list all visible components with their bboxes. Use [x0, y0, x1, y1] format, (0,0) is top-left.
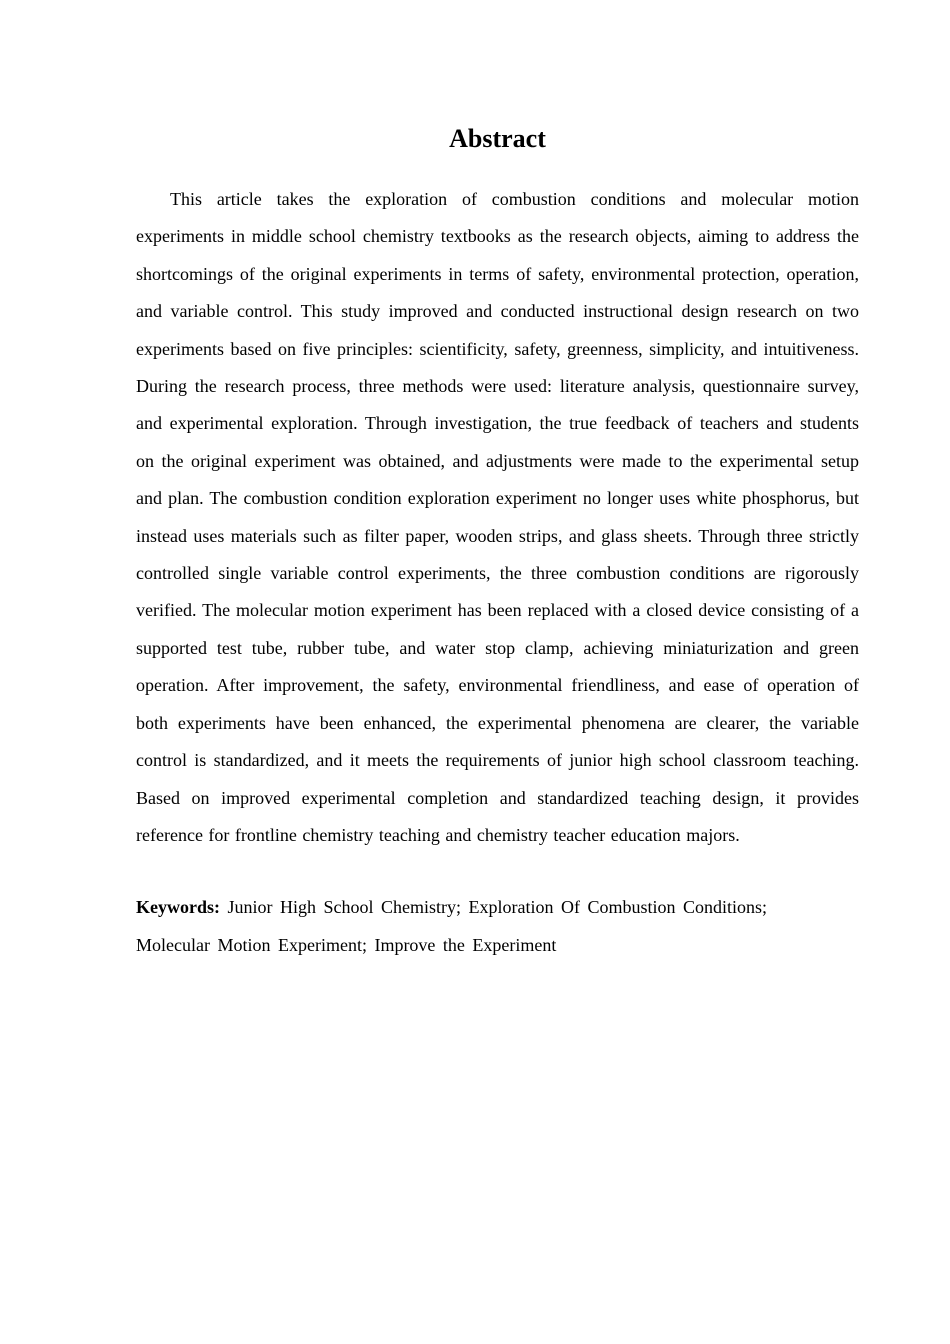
keywords-section: [136, 889, 826, 964]
abstract-body: This article takes the exploration of combustion conditions and molecular motion experiments in middle school chemistry textbooks as the research objects, aiming to address the shortcomings of the original experiments in terms of safety, environmental protection, operation, and variable control. This study improved and conducted instructional design research on two experiments based on five principles: scientificity, safety, greenness, simplicity, and intuitiveness. During the research process, three methods were used: literature analysis, questionnaire survey, and experimental exploration. Through investigation, the true feedback of teachers and students on the original experiment was obtained, and adjustments were made to the experimental setup and plan. The combustion condition exploration experiment no longer uses white phosphorus, but instead uses materials such as filter paper, wooden strips, and glass sheets. Through three strictly controlled single variable control experiments, the three combustion conditions are rigorously verified. The molecular motion experiment has been replaced with a closed device consisting of a supported test tube, rubber tube, and water stop clamp, achieving miniaturization and green operation. After improvement, the safety, environmental friendliness, and ease of operation of both experiments have been enhanced, the experimental phenomena are clearer, the variable control is standardized, and it meets the requirements of junior high school classroom teaching. Based on improved experimental completion and standardized teaching design, it provides reference for frontline chemistry teaching and chemistry teacher education majors.: [136, 189, 859, 845]
abstract-page: [136, 120, 859, 964]
keywords-text: Junior High School Chemistry; Exploration Of Combustion Conditions; Molecular Motion Experiment; Improve the Experiment: [136, 897, 768, 955]
abstract-title: Abstract: [449, 124, 546, 153]
keywords-label: Keywords:: [136, 897, 220, 918]
